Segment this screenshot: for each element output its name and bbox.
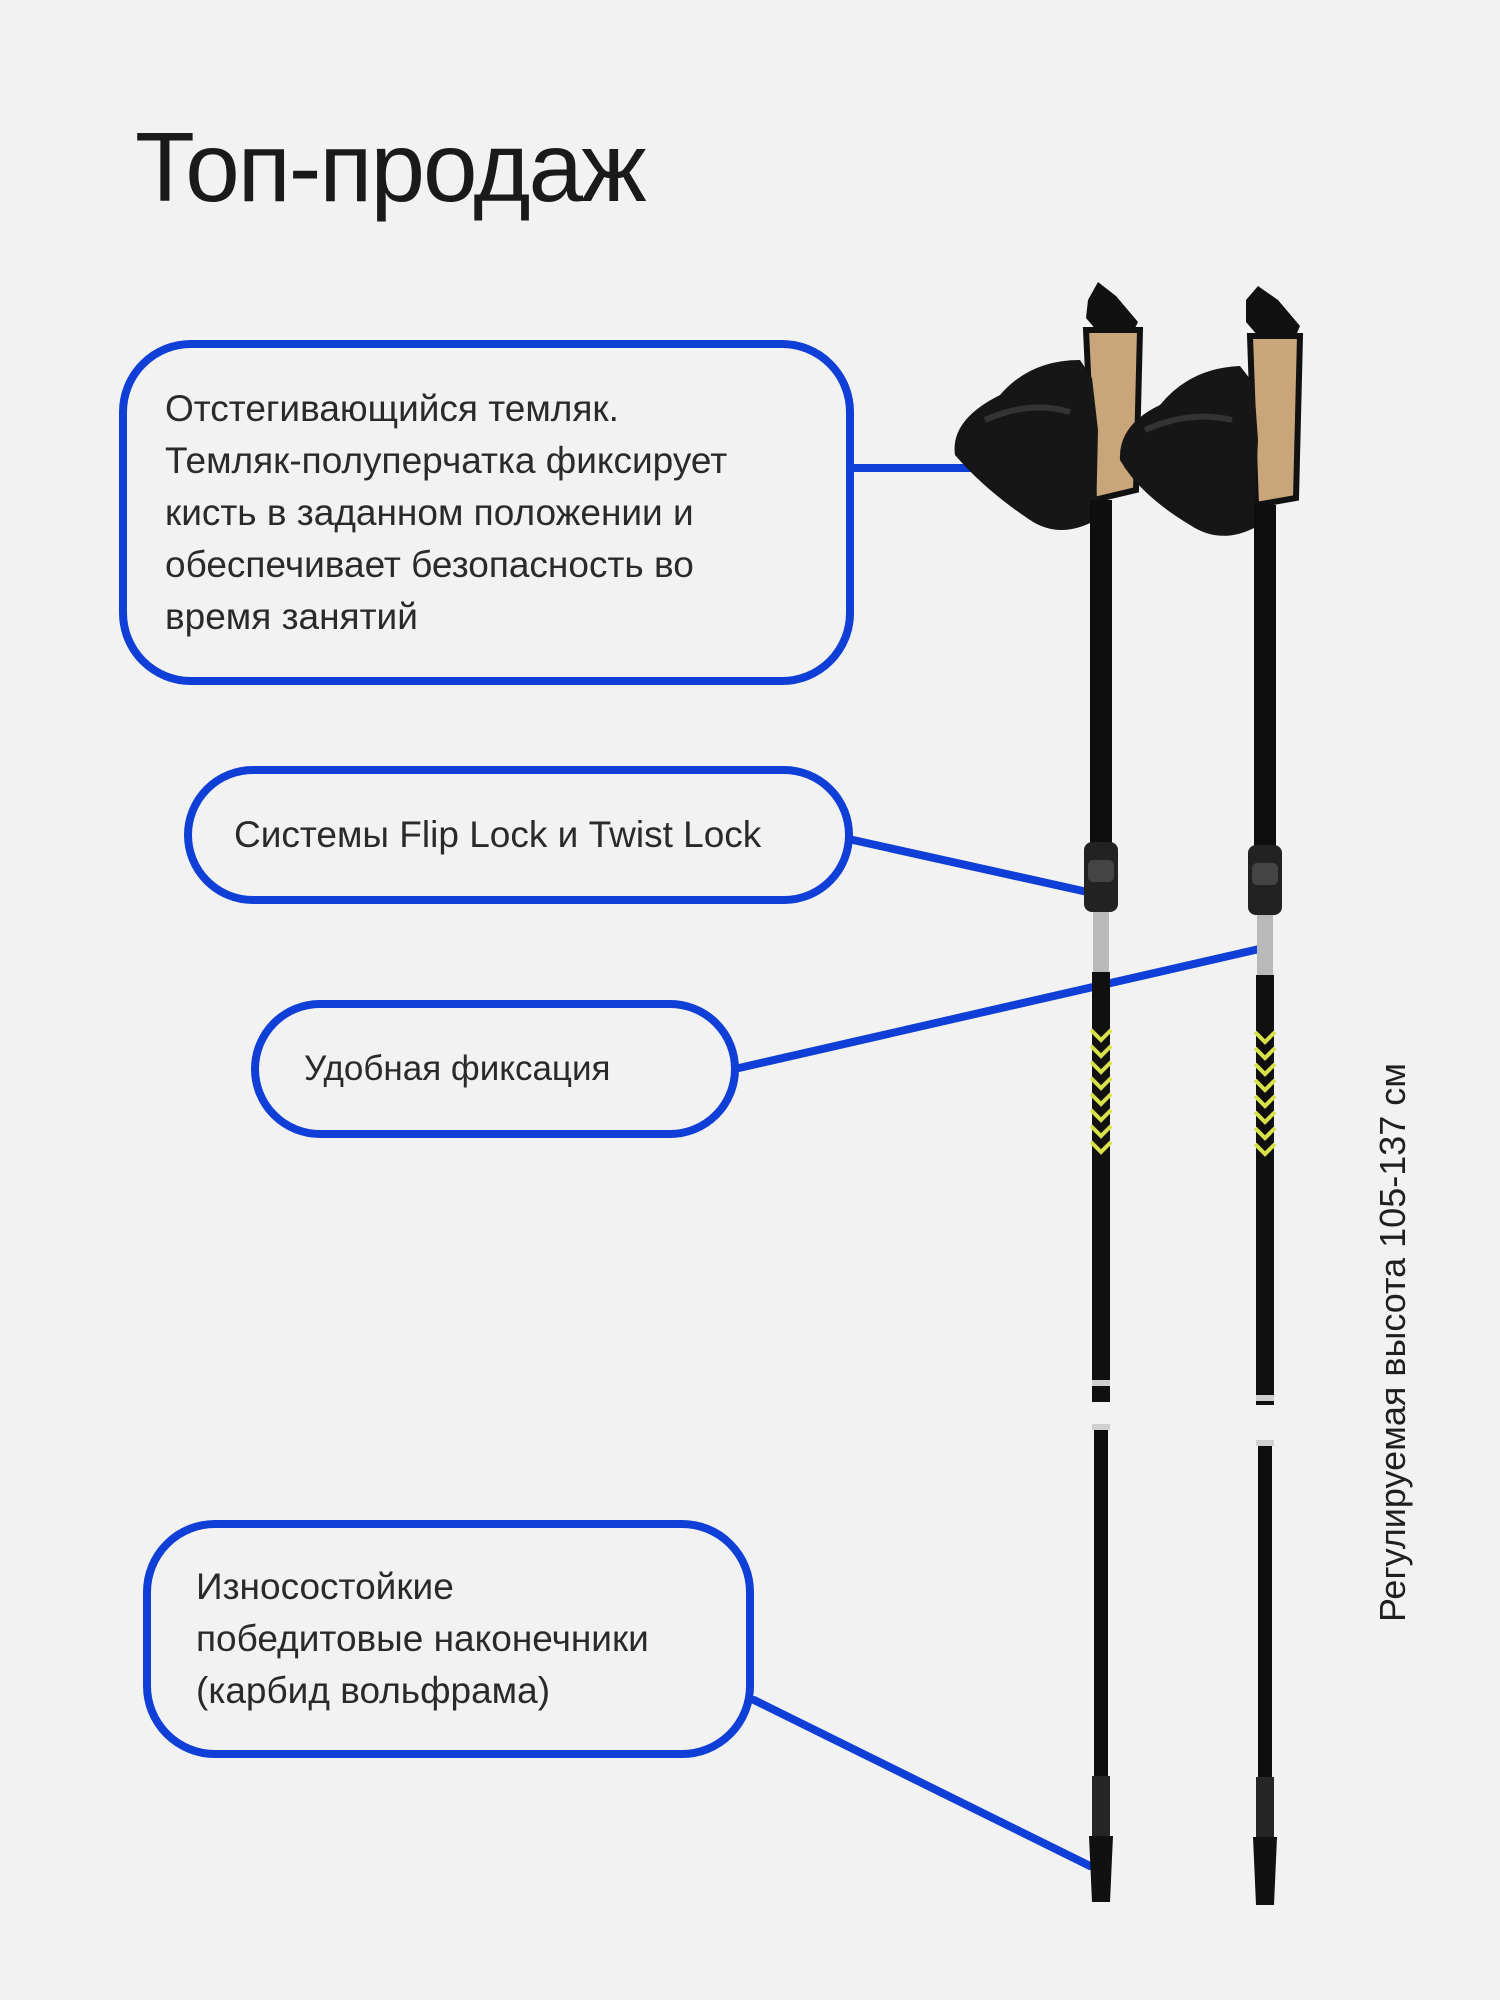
callout-strap bbox=[119, 340, 854, 685]
height-range-label: Регулируемая высота 105-137 см bbox=[1372, 1062, 1413, 1622]
callout-lock-systems bbox=[184, 766, 853, 904]
pole-left bbox=[955, 282, 1140, 1902]
callout-fixation bbox=[251, 1000, 739, 1138]
callout-fixation-text: Удобная фиксация bbox=[304, 1049, 611, 1088]
callout-tips bbox=[143, 1520, 754, 1758]
connector-fixation bbox=[739, 947, 1268, 1068]
callout-lock-systems-text: Системы Flip Lock и Twist Lock bbox=[234, 814, 762, 855]
callout-strap-text: Отстегивающийся темляк. Темляк-полуперчатка фиксирует кисть в заданном положении и обеспечивает безопасность во время занятий bbox=[165, 387, 728, 637]
connector-lock bbox=[853, 840, 1092, 893]
page-title: Топ-продаж bbox=[135, 112, 645, 222]
connector-tips bbox=[754, 1700, 1090, 1866]
pole-right bbox=[1120, 286, 1300, 1905]
callout-tips-text: Износостойкие победитовые наконечники (карбид вольфрама) bbox=[196, 1566, 649, 1711]
